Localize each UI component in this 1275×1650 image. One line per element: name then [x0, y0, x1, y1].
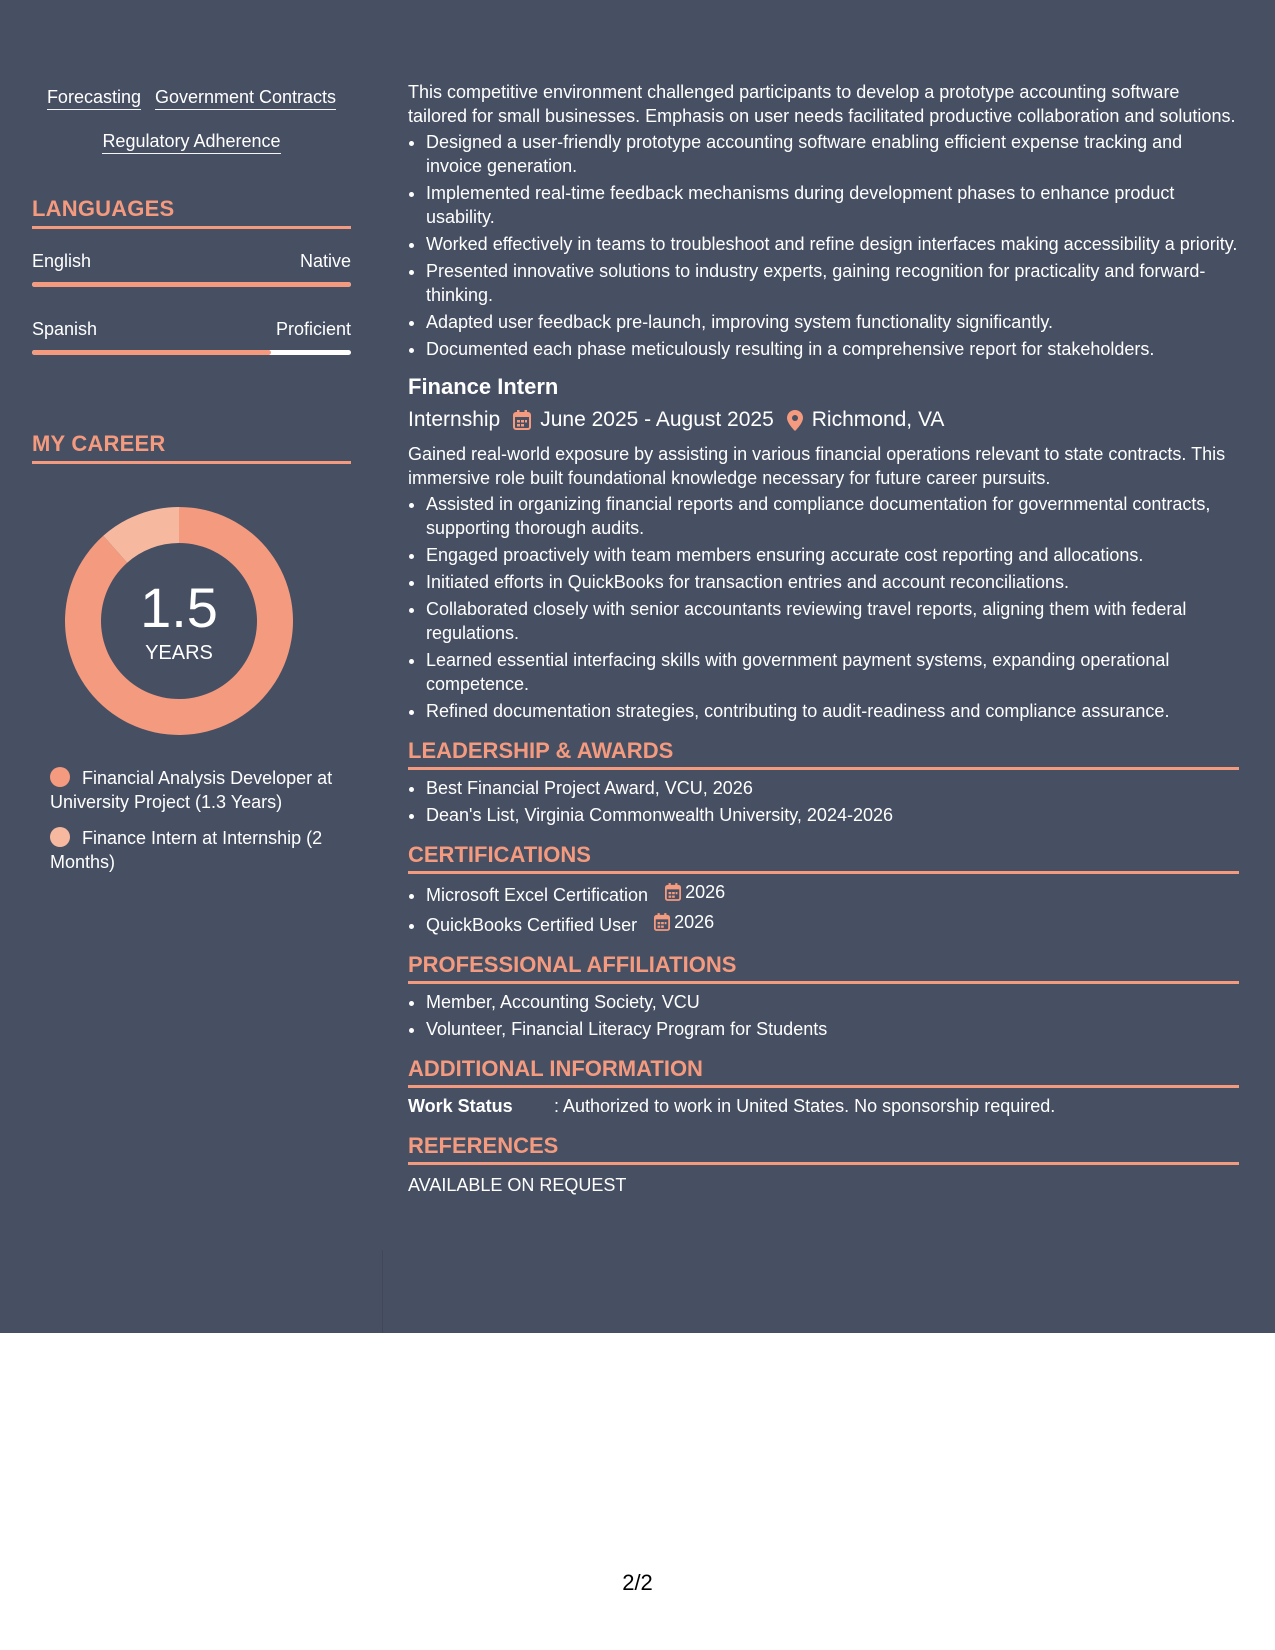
page-number: 2/2: [622, 1570, 653, 1595]
list-item: • Collaborated closely with senior accountants reviewing travel reports, aligning them with federal regulations.: [426, 597, 1239, 645]
legend-item: [50, 826, 351, 874]
additional-info-heading: ADDITIONAL INFORMATION: [408, 1057, 1239, 1088]
calendar-icon: [665, 883, 681, 901]
cert-name: QuickBooks Certified User: [426, 915, 638, 935]
references-text: AVAILABLE ON REQUEST: [408, 1175, 627, 1195]
location-pin-icon: [787, 410, 803, 431]
list-item: • Presented innovative solutions to industry experts, gaining recognition for practicality and forward-thinking.: [426, 259, 1239, 307]
list-item: • Worked effectively in teams to troubleshoot and refine design interfaces making accessibility a priority.: [426, 232, 1239, 256]
legend-label: Financial Analysis Developer at University Project (1.3 Years): [50, 768, 333, 812]
language-bar-fill: [32, 350, 271, 355]
work-status-row: [408, 1094, 1239, 1118]
list-item: • Engaged proactively with team members ensuring accurate cost reporting and allocations.: [426, 543, 1239, 567]
list-item: • Implemented real-time feedback mechanisms during development phases to enhance product usability.: [426, 181, 1239, 229]
cert-year-text: 2026: [685, 882, 726, 902]
list-item: [426, 910, 1239, 937]
language-item: [32, 319, 351, 355]
list-item: • Documented each phase meticulously resulting in a comprehensive report for stakeholders.: [426, 337, 1239, 361]
leadership-list: [408, 776, 1239, 827]
language-bar-fill: [32, 282, 351, 287]
skill-tag: Forecasting: [47, 86, 141, 110]
calendar-icon: [513, 410, 531, 430]
legend-label: Finance Intern at Internship (2 Months): [50, 828, 323, 872]
language-item: [32, 251, 351, 287]
list-item: • Member, Accounting Society, VCU: [426, 990, 1239, 1014]
career-heading: MY CAREER: [32, 431, 351, 464]
language-level: Native: [299, 251, 351, 271]
job-title: Finance Intern: [408, 374, 559, 399]
cert-year: [665, 880, 725, 904]
legend-dot: [50, 767, 70, 787]
legend-dot: [50, 827, 70, 847]
left-column: [32, 80, 351, 886]
job-bullets: [408, 492, 1239, 723]
certifications-list: [408, 880, 1239, 937]
language-name: English: [32, 251, 92, 271]
project-description: This competitive environment challenged participants to develop a prototype accounting software tailored for small businesses. Emphasis on user needs facilitated productive collaboration and solutions.: [408, 82, 1236, 126]
language-bar: [32, 350, 351, 355]
job-dates: June 2025 - August 2025: [540, 408, 774, 431]
legend-item: [50, 766, 351, 814]
work-status-value: : Authorized to work in United States. No sponsorship required.: [554, 1096, 1056, 1116]
certifications-heading: CERTIFICATIONS: [408, 843, 1239, 874]
career-total: 1.5: [140, 576, 218, 639]
work-status-label: Work Status: [408, 1096, 513, 1116]
cert-year-text: 2026: [674, 912, 715, 932]
list-item: • Best Financial Project Award, VCU, 2026: [426, 776, 1239, 800]
list-item: • Initiated efforts in QuickBooks for transaction entries and account reconciliations.: [426, 570, 1239, 594]
skill-tag: Regulatory Adherence: [102, 130, 280, 154]
cert-year: [654, 910, 714, 934]
list-item: • Volunteer, Financial Literacy Program for Students: [426, 1017, 1239, 1041]
list-item: • Learned essential interfacing skills with government payment systems, expanding operational competence.: [426, 648, 1239, 696]
skills-list: [32, 80, 351, 168]
affiliations-list: [408, 990, 1239, 1041]
languages-heading: LANGUAGES: [32, 196, 351, 229]
language-name: Spanish: [32, 319, 98, 339]
career-donut-chart: [64, 506, 294, 736]
list-item: • Dean's List, Virginia Commonwealth University, 2024-2026: [426, 803, 1239, 827]
right-column: [408, 80, 1239, 1197]
job-company: Internship: [408, 408, 501, 431]
skill-tag: Government Contracts: [155, 86, 336, 110]
list-item: • Assisted in organizing financial reports and compliance documentation for governmental contracts, supporting thorough audits.: [426, 492, 1239, 540]
project-bullets: [408, 130, 1239, 361]
affiliations-heading: PROFESSIONAL AFFILIATIONS: [408, 953, 1239, 984]
job-meta: [408, 406, 1239, 434]
language-level: Proficient: [275, 319, 351, 339]
job-description: Gained real-world exposure by assisting in various financial operations relevant to state contracts. This immersive role built foundational knowledge necessary for future career pursuits.: [408, 444, 1226, 488]
list-item: [426, 880, 1239, 907]
list-item: • Adapted user feedback pre-launch, improving system functionality significantly.: [426, 310, 1239, 334]
language-bar: [32, 282, 351, 287]
references-heading: REFERENCES: [408, 1134, 1239, 1165]
job-location: Richmond, VA: [811, 408, 945, 431]
list-item: • Designed a user-friendly prototype accounting software enabling efficient expense tracking and invoice generation.: [426, 130, 1239, 178]
career-legend: [50, 766, 351, 874]
cert-name: Microsoft Excel Certification: [426, 885, 649, 905]
career-unit: YEARS: [145, 642, 213, 664]
calendar-icon: [654, 913, 670, 931]
leadership-heading: LEADERSHIP & AWARDS: [408, 739, 1239, 770]
list-item: • Refined documentation strategies, contributing to audit-readiness and compliance assurance.: [426, 699, 1239, 723]
